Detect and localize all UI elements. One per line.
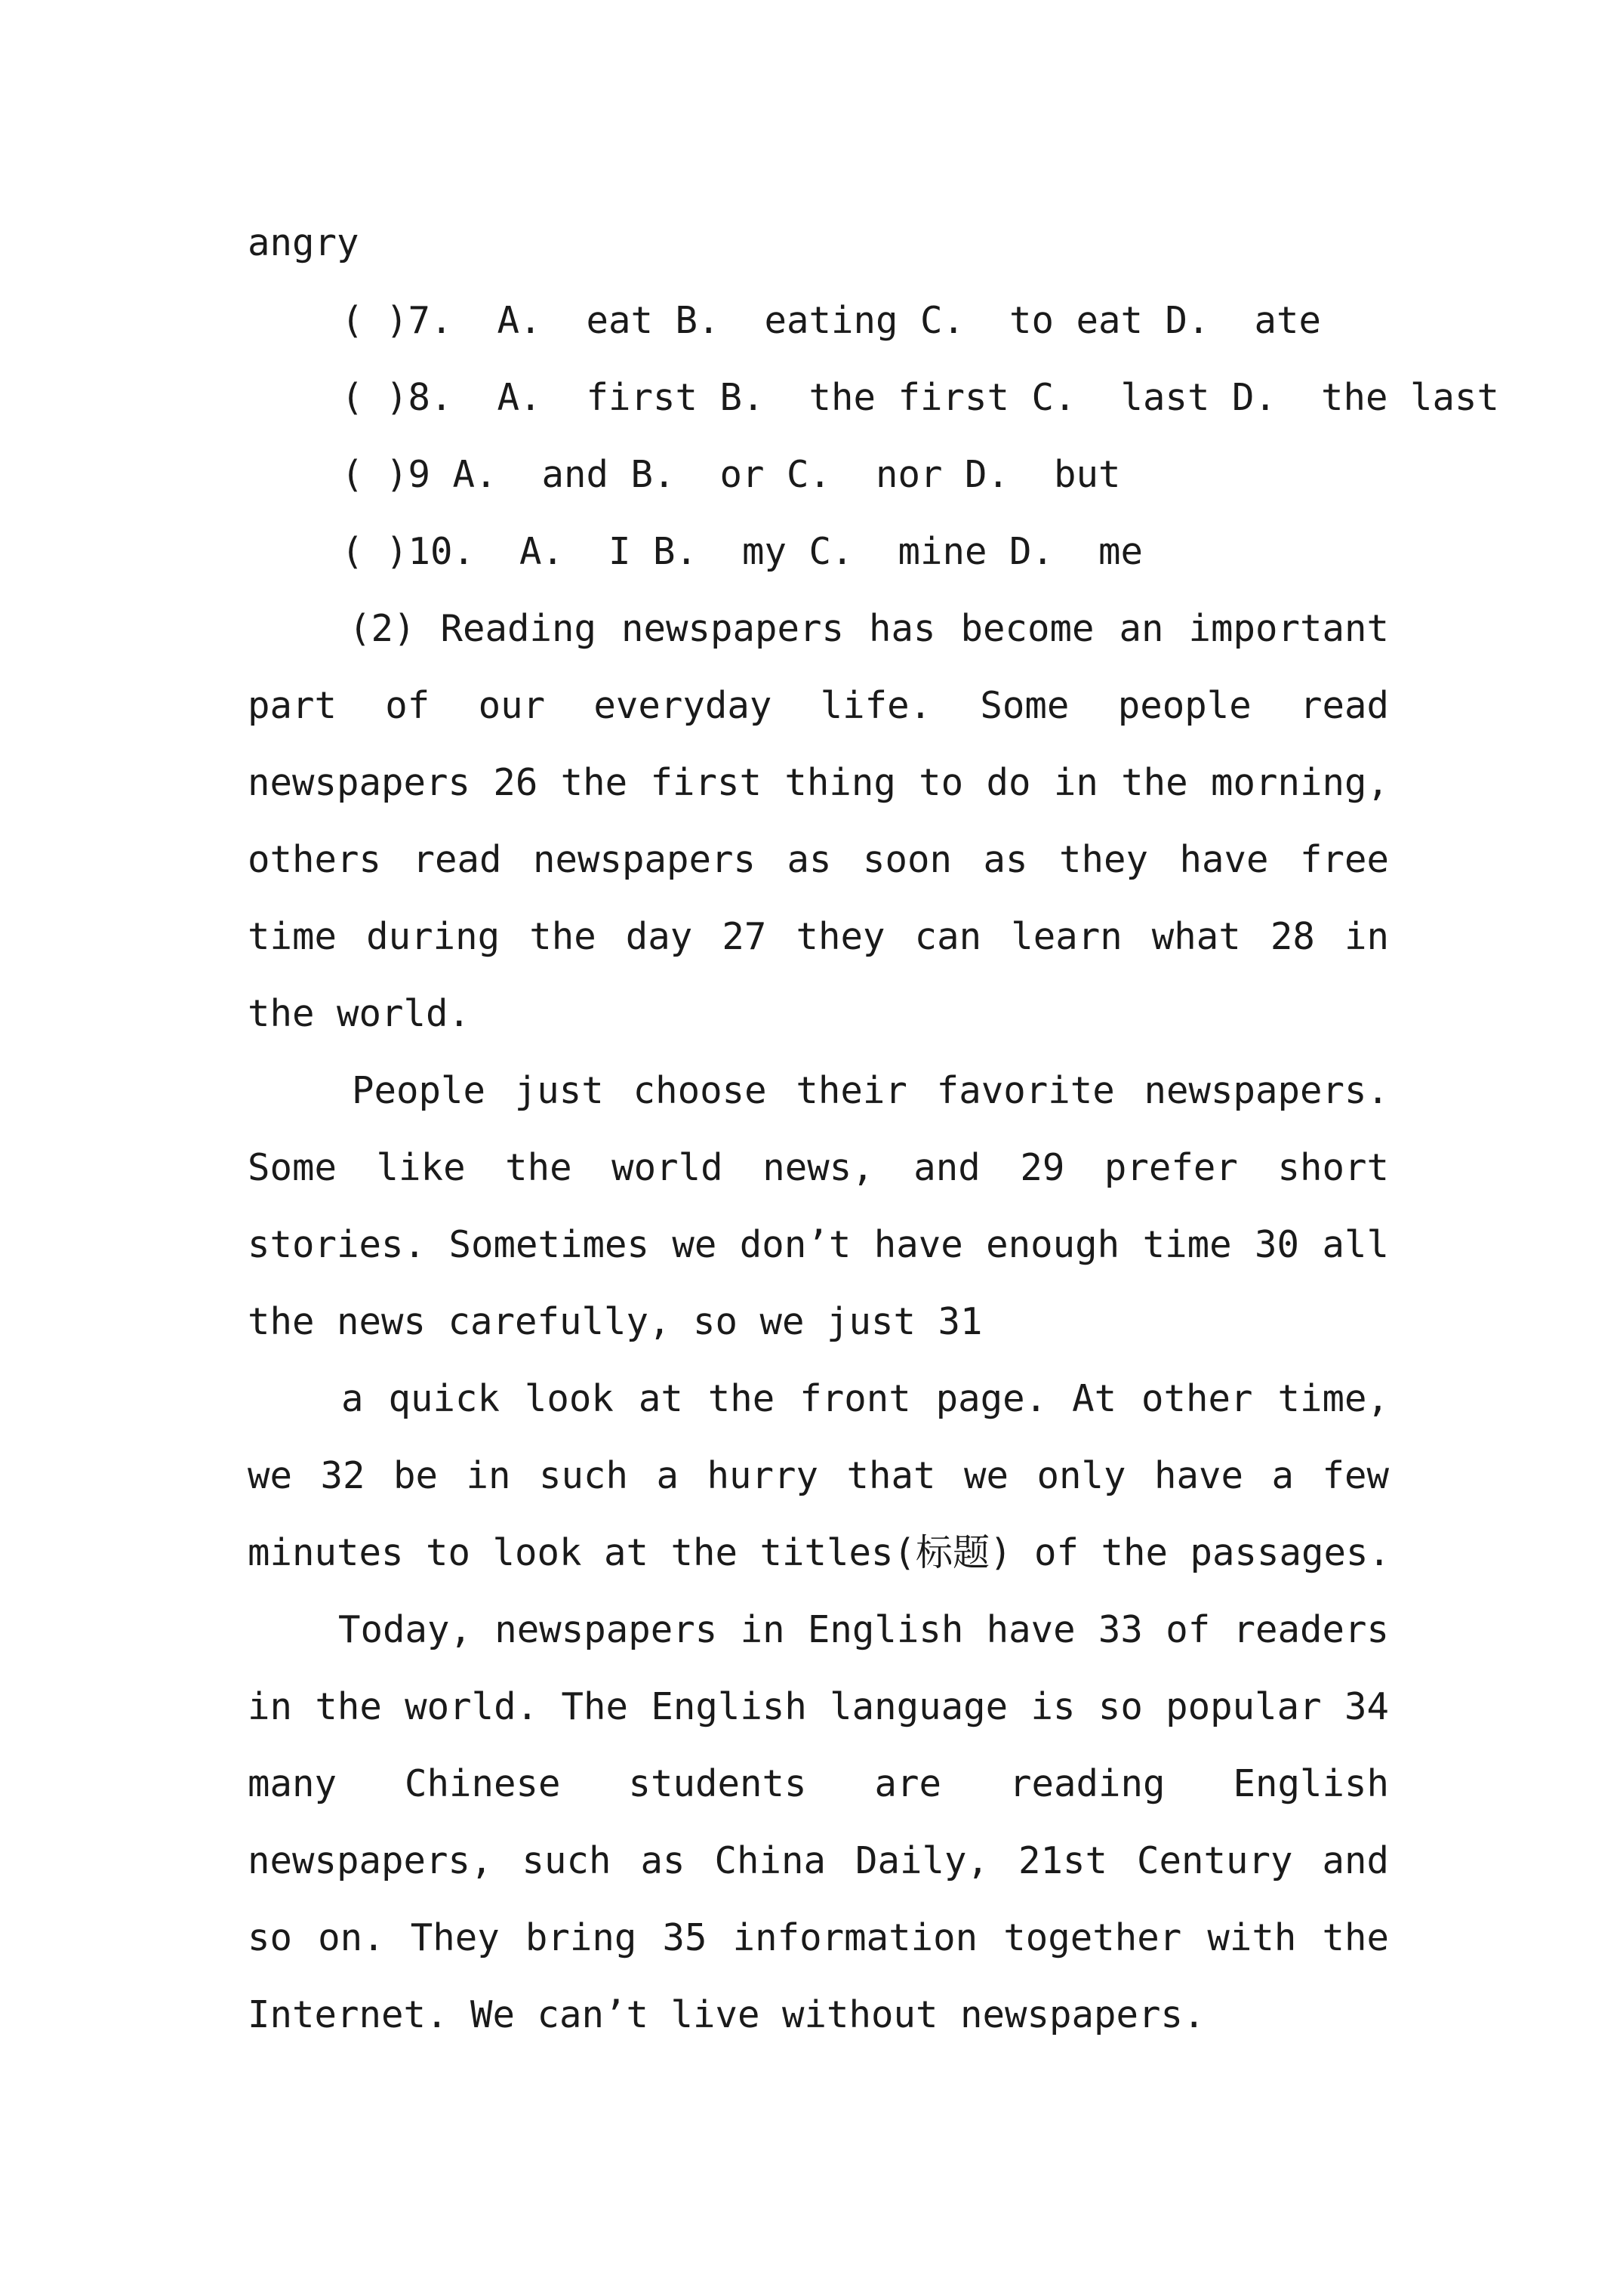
option-line-10: ( )10. A. I B. my C. mine D. me (341, 530, 1144, 573)
passage-line: (2) Reading newspapers has become an important (349, 607, 1389, 650)
passage-line: Some like the world news, and 29 prefer short (248, 1146, 1389, 1189)
passage-line: Today, newspapers in English have 33 of readers (338, 1608, 1389, 1651)
passage-line: minutes to look at the titles(标题) of the passages. (248, 1531, 1391, 1574)
option-line-7: ( )7. A. eat B. eating C. to eat D. ate (341, 299, 1322, 342)
passage-line: Internet. We can’t live without newspapers. (248, 1993, 1206, 2036)
passage-line: time during the day 27 they can learn what 28 in (248, 915, 1389, 958)
option-line-9: ( )9 A. and B. or C. nor D. but (341, 453, 1121, 496)
passage-line: so on. They bring 35 information together with the (248, 1916, 1389, 1959)
passage-line: the world. (248, 992, 471, 1035)
passage-line: many Chinese students are reading English (248, 1762, 1389, 1805)
passage-line: part of our everyday life. Some people read (248, 684, 1389, 727)
passage-line: newspapers 26 the first thing to do in the morning, (248, 761, 1389, 804)
passage-line: newspapers, such as China Daily, 21st Century and (248, 1839, 1389, 1882)
passage-line: we 32 be in such a hurry that we only have a few (248, 1454, 1389, 1497)
option-line-8: ( )8. A. first B. the first C. last D. the last (341, 376, 1500, 419)
passage-line: in the world. The English language is so popular 34 (248, 1685, 1389, 1728)
passage-line: the news carefully, so we just 31 (248, 1300, 983, 1343)
passage-line: stories. Sometimes we don’t have enough time 30 all (248, 1223, 1389, 1266)
passage-line: others read newspapers as soon as they have free (248, 838, 1389, 881)
question-tail-text: angry (248, 221, 359, 264)
passage-line: People just choose their favorite newspapers. (352, 1069, 1389, 1112)
passage-line: a quick look at the front page. At other time, (341, 1377, 1389, 1420)
